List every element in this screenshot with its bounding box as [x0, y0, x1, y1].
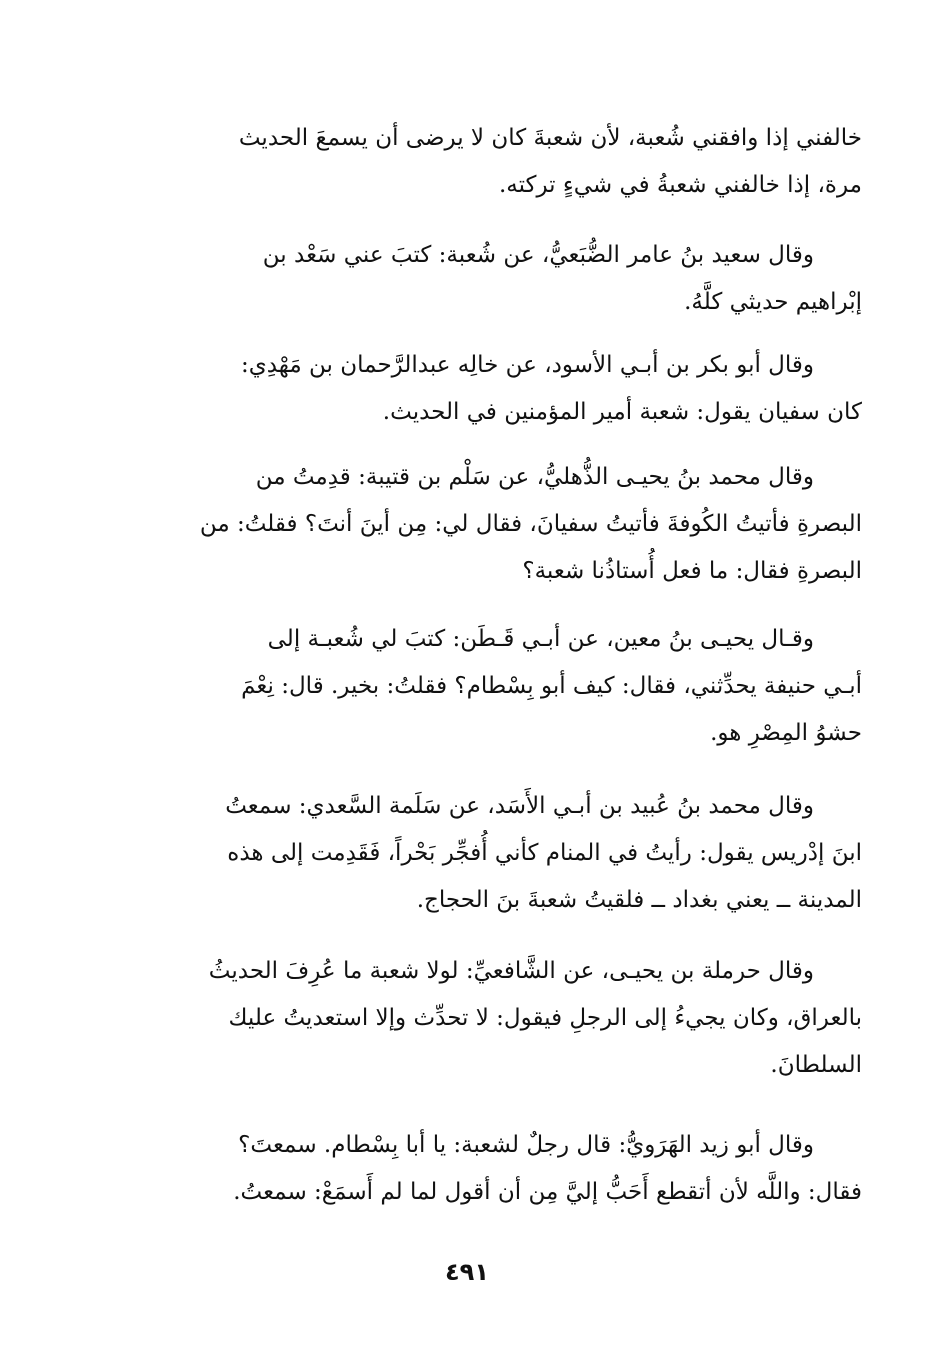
paragraph-3: [150, 342, 862, 436]
text-line: البصرةِ فقال: ما فعل أُستاذُنا شعبة؟: [522, 558, 862, 584]
text-line: حشوُ المِصْرِ هو.: [710, 720, 862, 746]
text-line: البصرةِ فأتيتُ الكُوفةَ فأتيتُ سفيانَ، فقال لي: مِن أينَ أنتَ؟ فقلتُ: من: [199, 511, 862, 537]
page-number: ٤٩١: [445, 1258, 489, 1286]
text-line: كان سفيان يقول: شعبة أمير المؤمنين في الحديث.: [382, 399, 862, 425]
text-line: وقال أبو زيد الهَرَويُّ: قال رجلٌ لشعبة: يا أبا بِسْطام. سمعتَ؟: [238, 1132, 814, 1158]
paragraph-2: [150, 232, 862, 326]
text-line: وقال محمد بنُ يحيـى الذُّهليُّ، عن سَلْم بن قتيبة: قدِمتُ من: [255, 464, 814, 490]
text-line: إبْراهيم حديثي كلَّهُ.: [684, 289, 862, 315]
paragraph-7: [150, 948, 862, 1089]
text-line: أبـي حنيفة يحدِّثني، فقال: كيف أبو بِسْطام؟ فقلتُ: بخير. قال: نِعْمَ: [241, 673, 862, 699]
paragraph-6: [150, 783, 862, 924]
text-line: وقال سعيد بنُ عامر الضُّبَعيُّ، عن شُعبة: كتبَ عني سَعْد بن: [262, 242, 814, 268]
text-line: خالفني إذا وافقني شُعبة، لأن شعبةَ كان لا يرضى أن يسمعَ الحديث: [238, 125, 862, 151]
paragraph-1: [150, 115, 862, 209]
text-line: مرة، إذا خالفني شعبةُ في شيءٍ تركته.: [498, 172, 862, 198]
text-line: وقال أبو بكر بن أبـي الأسود، عن خالِه عبدالرَّحمان بن مَهْدِي:: [240, 352, 814, 378]
text-line: وقال حرملة بن يحيـى، عن الشَّافعيِّ: لولا شعبة ما عُرِفَ الحديثُ: [208, 958, 814, 984]
text-line: المدينة ــ يعني بغداد ــ فلقيتُ شعبةَ بنَ الحجاج.: [416, 887, 862, 913]
paragraph-4: [150, 454, 862, 595]
paragraph-5: [150, 616, 862, 757]
text-line: فقال: واللَّه لأن أتقطع أَحَبُّ إليَّ مِن أن أقول لما لم أَسمَعْ: سمعتُ.: [233, 1179, 862, 1205]
text-line: السلطانَ.: [770, 1052, 862, 1078]
text-line: وقال محمد بنُ عُبيد بن أبـي الأَسَد، عن سَلَمة السَّعدي: سمعتُ: [225, 793, 814, 819]
text-line: وقـال يحيـى بنُ معين، عن أبـي قَـطَن: كتبَ لي شُعبـة إلى: [267, 626, 814, 652]
text-line: ابنَ إدْريس يقول: رأيتُ في المنام كأني أُفجِّر بَحْراً، فَقَدِمت إلى هذه: [227, 840, 862, 866]
text-line: بالعراق، وكان يجيءُ إلى الرجلِ فيقول: لا تحدِّث وإلا استعديتُ عليك: [228, 1005, 862, 1031]
paragraph-8: [150, 1122, 862, 1216]
